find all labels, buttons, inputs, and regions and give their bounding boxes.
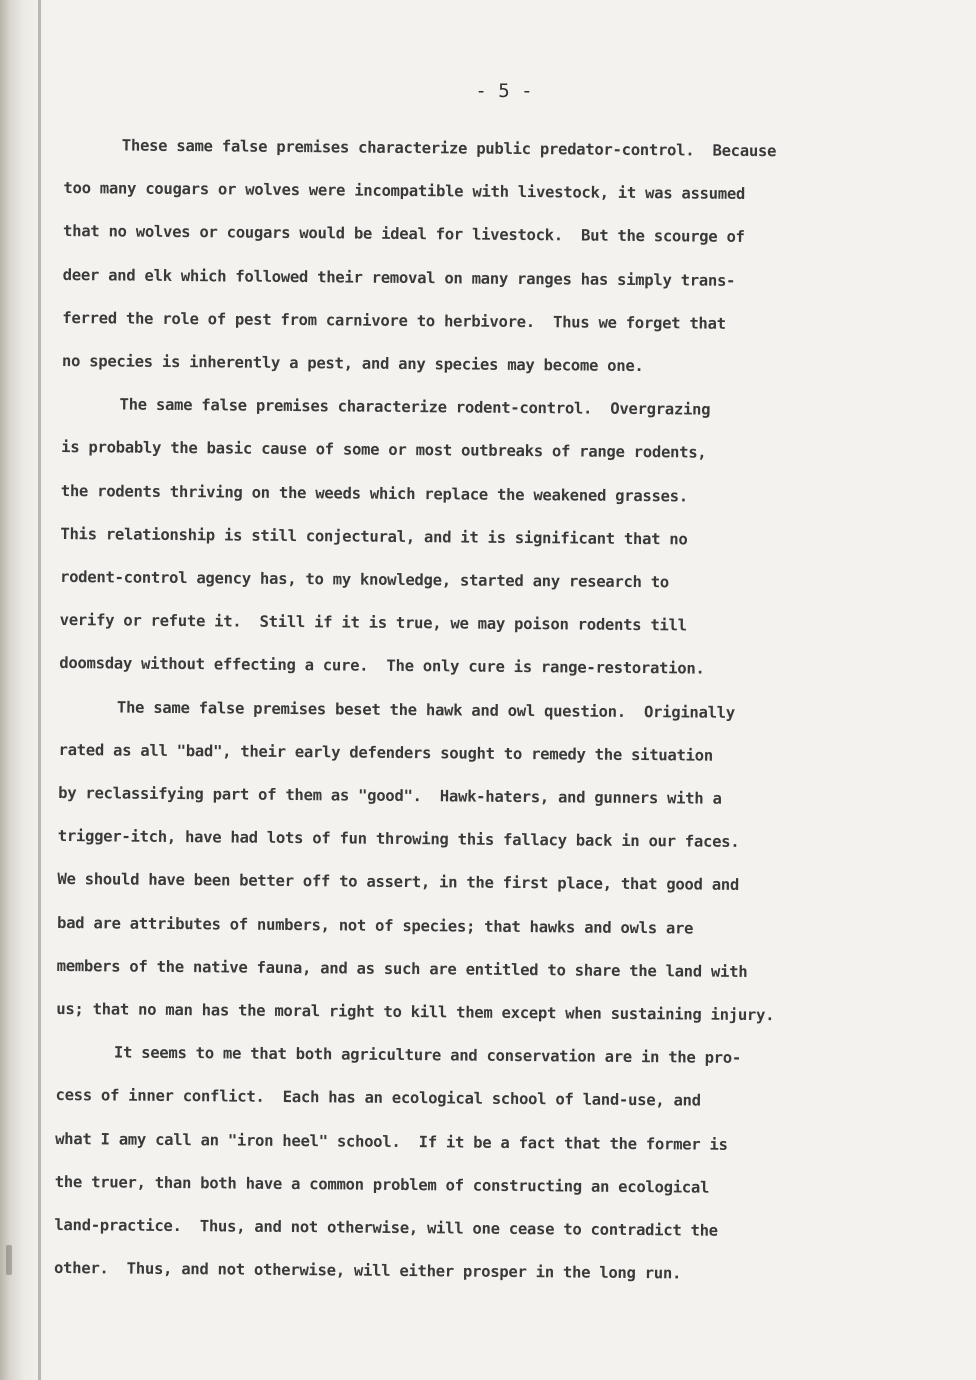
margin-mark xyxy=(6,1245,12,1275)
text-line: what I amy call an "iron heel" school. If it be a fact that the former is xyxy=(55,1129,728,1154)
text-line: land-practice. Thus, and not otherwise, will one cease to contradict the xyxy=(54,1216,718,1240)
text-line: no species is inherently a pest, and any species may become one. xyxy=(61,352,644,376)
text-line: cess of inner conflict. Each has an ecological school of land-use, and xyxy=(55,1086,701,1111)
text-line: by reclassifying part of them as "good". Hawk-haters, and gunners with a xyxy=(58,784,722,808)
text-line: us; that no man has the moral right to kill them except when sustaining injury. xyxy=(56,1000,775,1025)
paragraph-hawk-owl xyxy=(56,686,919,1039)
text-line: We should have been better off to assert, in the first place, that good and xyxy=(57,870,740,895)
text-line: It seems to me that both agriculture and conservation are in the pro- xyxy=(113,1043,742,1068)
paragraph-rodent-control xyxy=(59,383,922,693)
text-line: The same false premises beset the hawk and owl question. Originally xyxy=(116,698,735,722)
text-line: The same false premises characterize rodent-control. Overgrazing xyxy=(119,395,711,419)
text-line: other. Thus, and not otherwise, will either prosper in the long run. xyxy=(53,1259,682,1283)
text-line: deer and elk which followed their removal on many ranges has simply trans- xyxy=(62,265,736,290)
body-text xyxy=(54,124,924,1298)
text-line: too many cougars or wolves were incompatible with livestock, it was assumed xyxy=(63,179,746,204)
text-line: that no wolves or cougars would be ideal for livestock. But the scourge of xyxy=(62,222,745,247)
text-line: trigger-itch, have had lots of fun throwing this fallacy back in our faces. xyxy=(57,827,740,852)
text-line: members of the native fauna, and as such are entitled to share the land with xyxy=(56,956,748,981)
text-line: These same false premises characterize public predator-control. Because xyxy=(121,136,777,161)
paragraph-predator-control xyxy=(62,124,924,391)
text-line: the rodents thriving on the weeds which replace the weakened grasses. xyxy=(60,481,688,506)
paragraph-agriculture-conservation xyxy=(54,1031,916,1298)
text-line: doomsday without effecting a cure. The only cure is range-restoration. xyxy=(59,654,705,679)
text-line: rated as all "bad", their early defenders sought to remedy the situation xyxy=(58,740,713,765)
binding-edge xyxy=(38,0,41,1380)
text-line: bad are attributes of numbers, not of species; that hawks and owls are xyxy=(56,913,694,938)
text-line: rodent-control agency has, to my knowledge, started any research to xyxy=(59,568,670,592)
page-number: - 5 - xyxy=(475,80,533,102)
text-line: verify or refute it. Still if it is true, we may poison rodents till xyxy=(59,611,687,635)
text-line: ferred the role of pest from carnivore to herbivore. Thus we forget that xyxy=(62,308,726,333)
text-line: the truer, than both have a common problem of constructing an ecological xyxy=(54,1172,710,1197)
text-line: is probably the basic cause of some or most outbreaks of range rodents, xyxy=(61,438,707,463)
text-line: This relationship is still conjectural, and it is significant that no xyxy=(60,524,688,549)
